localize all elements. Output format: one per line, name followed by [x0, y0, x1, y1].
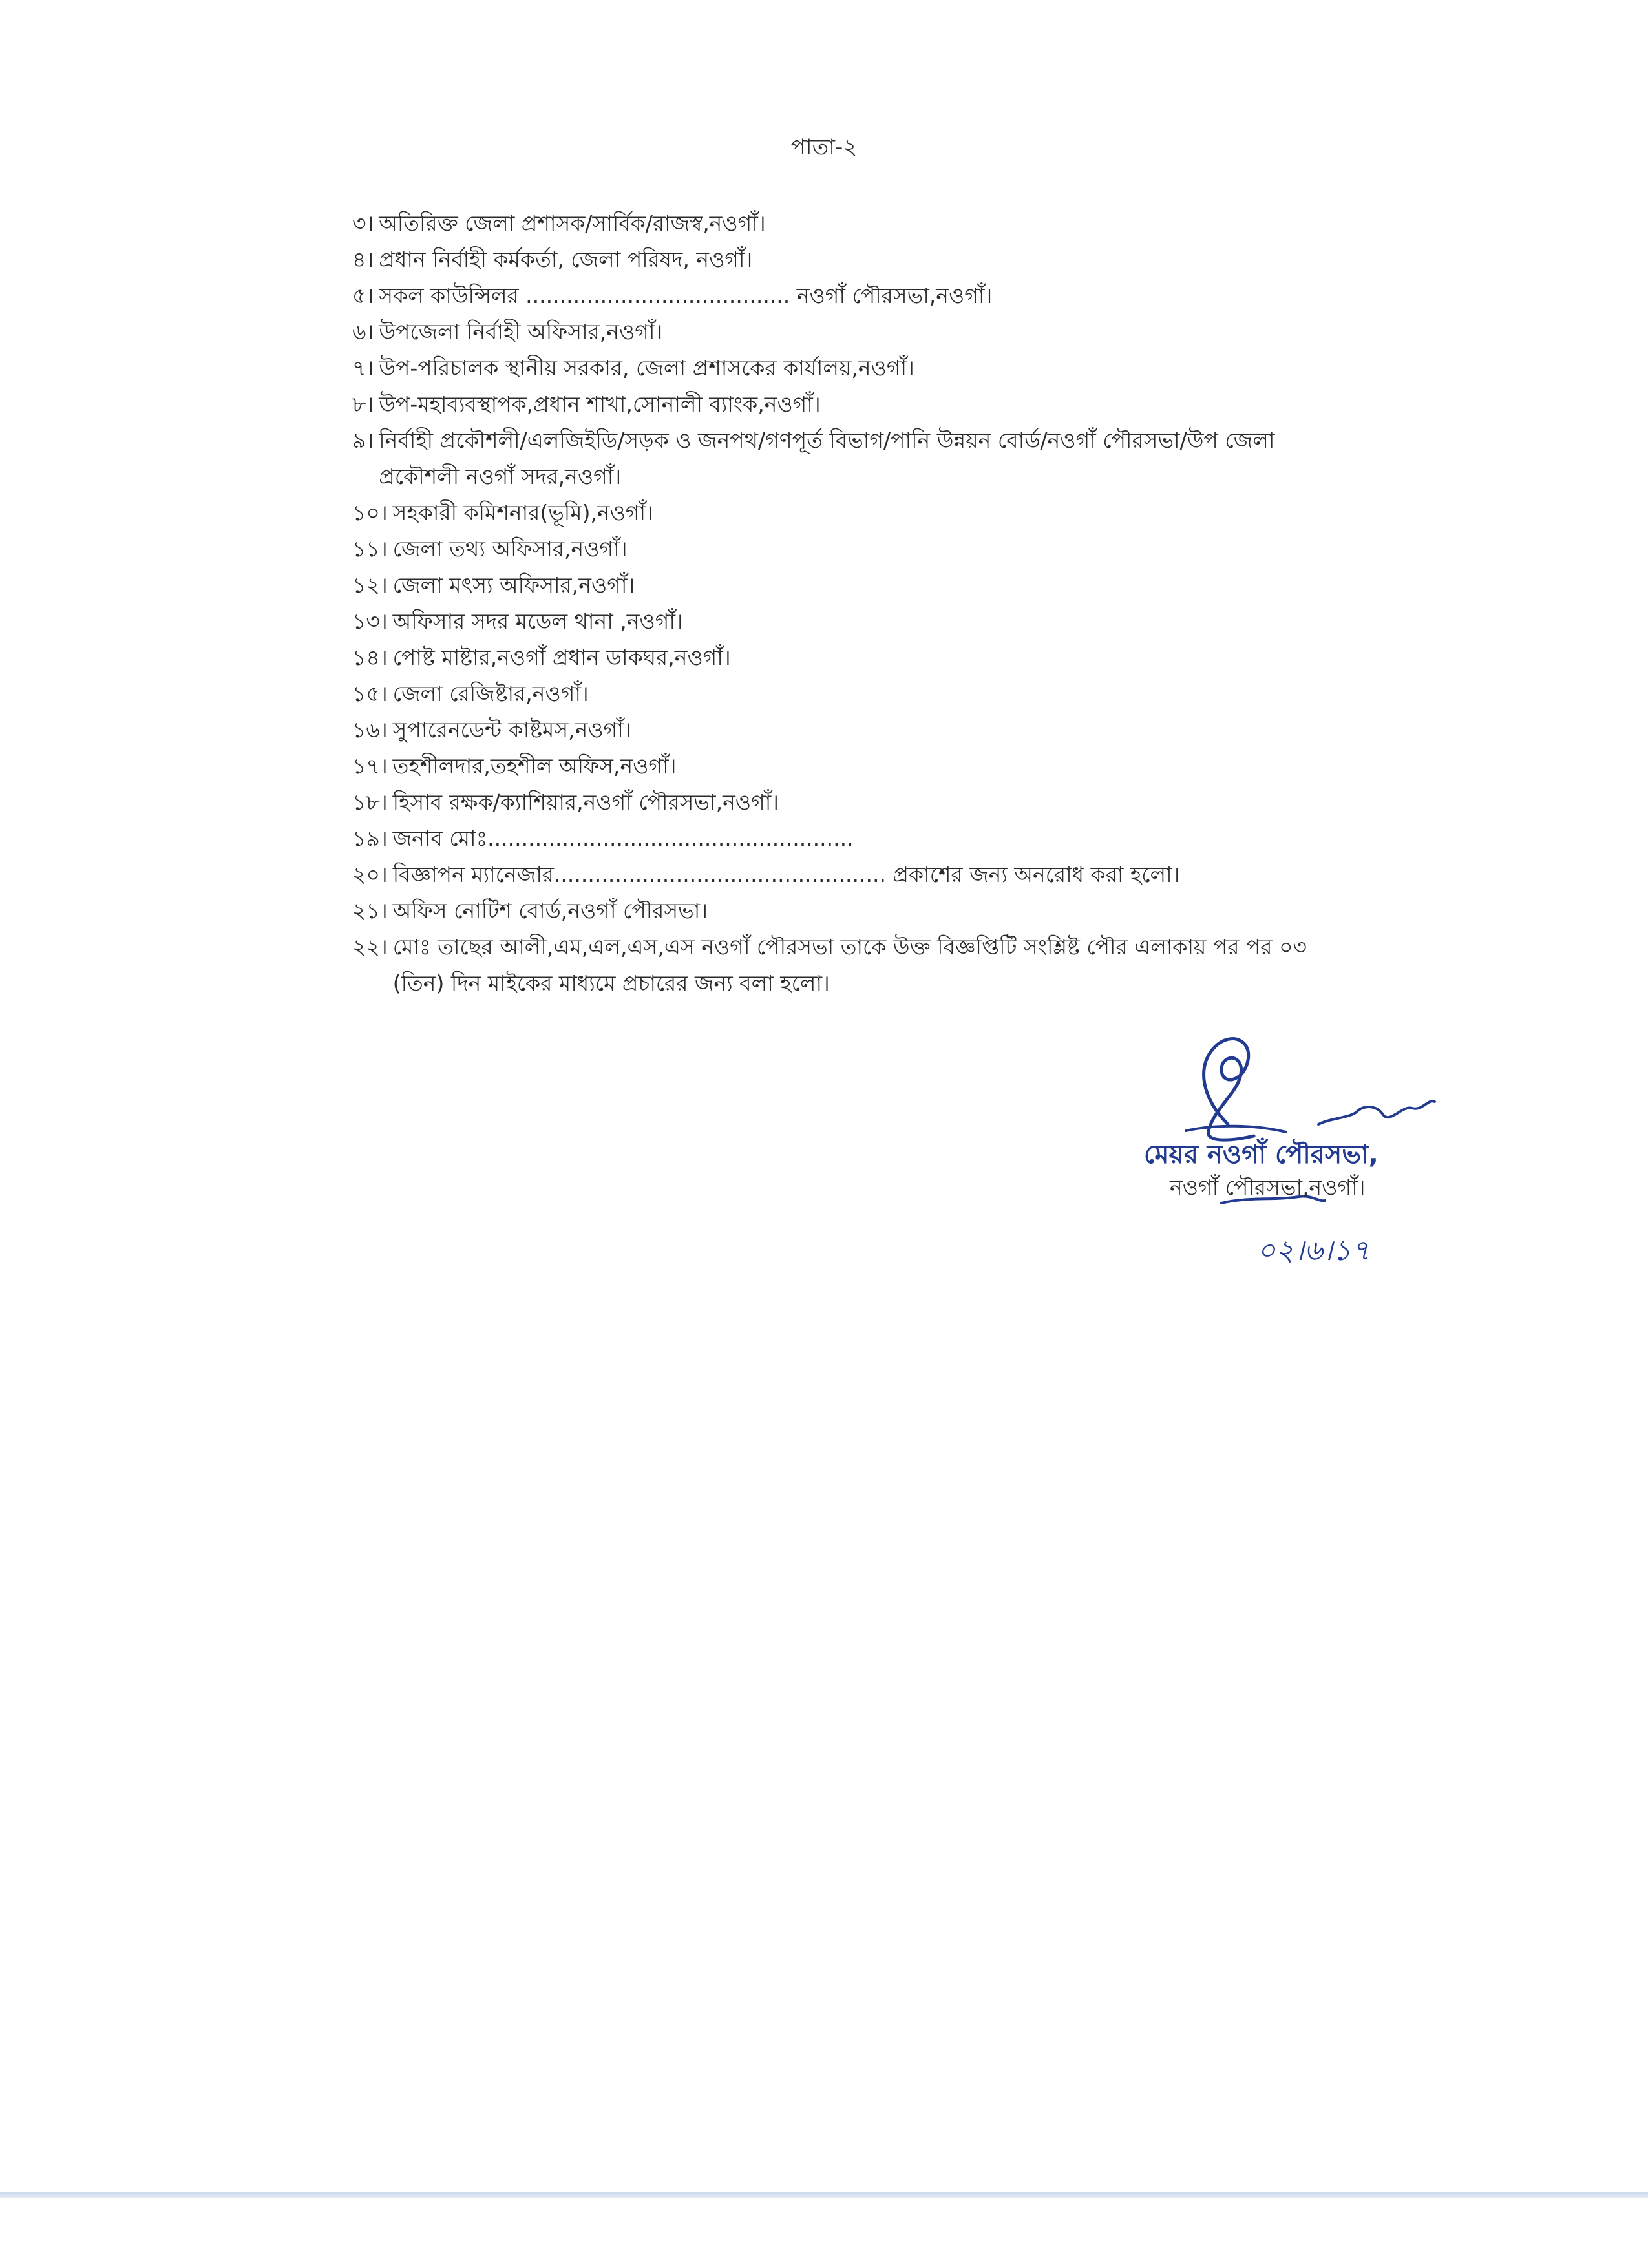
item-number: ২১।: [352, 898, 388, 923]
item-number: ১৭।: [352, 753, 388, 779]
list-item: [352, 567, 1360, 604]
item-number: ৭।: [352, 355, 374, 381]
item-text: মোঃ তাছের আলী,এম,এল,এস,এস নওগাঁ পৌরসভা তাকে উক্ত বিজ্ঞপ্তিটি সংশ্লিষ্ট পৌর এলাকায় পর পর ০৩ (তিন) দিন মাইকের মাধ্যমে প্রচারের জন্য বলা হলো।: [392, 934, 1307, 996]
item-number: ২২।: [352, 934, 388, 960]
list-item: [352, 314, 1360, 350]
list-item: [352, 350, 1360, 386]
item-number: ১৮।: [352, 790, 388, 815]
item-text: জেলা তথ্য অফিসার,নওগাঁ।: [392, 536, 628, 562]
distribution-list: [352, 205, 1360, 1002]
item-text: অতিরিক্ত জেলা প্রশাসক/সার্বিক/রাজস্ব,নওগাঁ।: [379, 211, 766, 236]
item-text: হিসাব রক্ষক/ক্যাশিয়ার,নওগাঁ পৌরসভা,নওগাঁ।: [392, 790, 779, 815]
list-item: [352, 784, 1360, 821]
list-item: [352, 423, 1360, 495]
item-text: জেলা রেজিষ্টার,নওগাঁ।: [392, 681, 589, 706]
list-item: [352, 712, 1360, 748]
list-item: [352, 857, 1360, 893]
item-text: প্রধান নির্বাহী কর্মকর্তা, জেলা পরিষদ, নওগাঁ।: [379, 247, 753, 272]
item-text: তহশীলদার,তহশীল অফিস,নওগাঁ।: [392, 753, 677, 779]
list-item: [352, 676, 1360, 712]
item-text: সহকারী কমিশনার(ভূমি),নওগাঁ।: [392, 500, 653, 525]
list-item: [352, 748, 1360, 784]
item-text: সকল কাউন্সিলর ....................................... নওগাঁ পৌরসভা,নওগাঁ।: [379, 283, 993, 308]
signature-office: নওগাঁ পৌরসভা,নওগাঁ।: [1170, 1175, 1366, 1200]
list-item: [352, 386, 1360, 423]
item-text: জেলা মৎস্য অফিসার,নওগাঁ।: [392, 572, 635, 598]
item-number: ২০।: [352, 862, 388, 887]
scan-edge-divider: [0, 2192, 1648, 2198]
item-text: জনাব মোঃ......................................................: [392, 826, 854, 851]
item-text: উপজেলা নির্বাহী অফিসার,নওগাঁ।: [379, 319, 663, 344]
list-item: [352, 242, 1360, 278]
list-item: [352, 495, 1360, 531]
item-text: বিজ্ঞাপন ম্যানেজার................................................. প্রকাশের জন্য অনরোধ করা হলো।: [392, 862, 1180, 887]
item-text: সুপারেনডেন্ট কাষ্টমস,নওগাঁ।: [392, 717, 631, 742]
item-number: ১৯।: [352, 826, 388, 851]
item-text: অফিস নোটিশ বোর্ড,নওগাঁ পৌরসভা।: [392, 898, 708, 923]
item-number: ১৫।: [352, 681, 388, 706]
item-number: ৬।: [352, 319, 374, 344]
list-item: [352, 205, 1360, 242]
item-number: ১২।: [352, 572, 388, 598]
item-number: ৫।: [352, 283, 374, 308]
signature-title: মেয়র নওগাঁ পৌরসভা,: [1144, 1140, 1379, 1170]
list-item: [352, 604, 1360, 640]
signature-date: ০২।৬।১৭: [1257, 1234, 1370, 1267]
item-text: উপ-পরিচালক স্থানীয় সরকার, জেলা প্রশাসকের কার্যালয়,নওগাঁ।: [379, 355, 914, 381]
item-text: নির্বাহী প্রকৌশলী/এলজিইডি/সড়ক ও জনপথ/গণপূর্ত বিভাগ/পানি উন্নয়ন বোর্ড/নওগাঁ পৌরসভা/উপ জেলা প্রকৌশলী নওগাঁ সদর,নওগাঁ।: [379, 428, 1275, 489]
page-header: পাতা-২: [790, 134, 858, 160]
list-item: [352, 531, 1360, 567]
list-item: [352, 893, 1360, 929]
item-number: ১৬।: [352, 717, 388, 742]
item-number: ৮।: [352, 392, 374, 417]
list-item: [352, 821, 1360, 857]
item-text: পোষ্ট মাষ্টার,নওগাঁ প্রধান ডাকঘর,নওগাঁ।: [392, 645, 731, 670]
item-number: ৪।: [352, 247, 374, 272]
item-number: ১৪।: [352, 645, 388, 670]
list-item: [352, 278, 1360, 314]
list-item: [352, 640, 1360, 676]
item-number: ১০।: [352, 500, 388, 525]
list-item: [352, 929, 1360, 1002]
item-text: উপ-মহাব্যবস্থাপক,প্রধান শাখা,সোনালী ব্যাংক,নওগাঁ।: [379, 392, 821, 417]
signature-block: [1125, 1027, 1461, 1286]
item-number: ১১।: [352, 536, 388, 562]
item-text: অফিসার সদর মডেল থানা ,নওগাঁ।: [392, 609, 683, 634]
item-number: ১৩।: [352, 609, 388, 634]
item-number: ৩।: [352, 211, 374, 236]
item-number: ৯।: [352, 428, 374, 453]
